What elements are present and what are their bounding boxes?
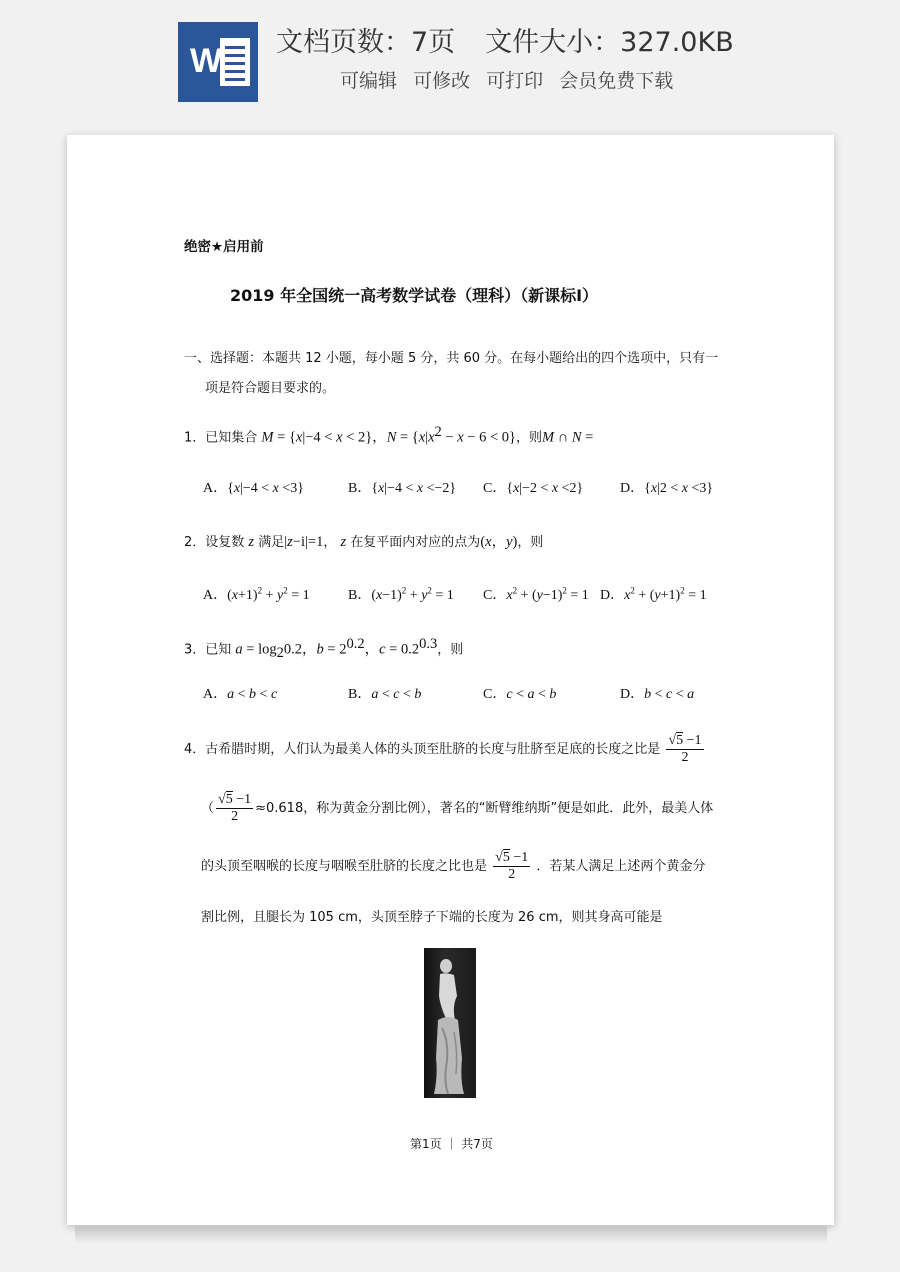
- question-4: 4．古希腊时期，人们认为最美人体的头顶至肚脐的长度与肚脐至足底的长度之比是 $\frac{√5 -1}{2}$: [184, 733, 702, 765]
- venus-statue-image: [424, 948, 476, 1098]
- page-title: 2019 年全国统一高考数学试卷（理科）（新课标Ⅰ）: [230, 286, 599, 305]
- q3-option-c: C．c < a < b: [483, 687, 557, 702]
- document-page: [67, 135, 834, 1225]
- q2-option-d: D．$x^2 + (y+1)^2 = 1$: [600, 585, 707, 603]
- word-icon: W: [178, 22, 258, 102]
- feature-modifiable: 可修改: [413, 70, 471, 92]
- page-footer: 第1页 ｜ 共7页: [410, 1137, 493, 1151]
- feature-list: [340, 66, 683, 93]
- feature-printable: 可打印: [486, 70, 544, 92]
- page-shadow: [75, 1226, 827, 1244]
- golden-ratio-fraction: $\frac{√5 -1}{2}$: [668, 733, 702, 765]
- q3-option-d: D．b < c < a: [620, 687, 695, 702]
- secret-label: 绝密★启用前: [184, 239, 264, 255]
- document-banner: [0, 0, 900, 120]
- q2-option-c: C．$x^2 + (y-1)^2 = 1$: [483, 585, 589, 603]
- feature-free-download: 会员免费下载: [559, 70, 674, 92]
- file-info: [276, 20, 734, 59]
- q1-option-b: B．{x|−4 < x <−2}: [348, 481, 457, 496]
- question-3: 3．已知 $a = \log_20.2$，$b = 2^{0.2}$，$c = 0.2^{0.3}$，则: [184, 636, 464, 661]
- q2-option-b: B．$(x-1)^2 + y^2 = 1$: [348, 585, 454, 603]
- page-count: 文档页数：7页: [276, 27, 456, 58]
- golden-ratio-fraction: $\frac{√5 -1}{2}$: [218, 792, 252, 824]
- question-4-line3: 的头顶至咽喉的长度与咽喉至肚脐的长度之比也是 $\frac{√5 -1}{2}$ ．若某人满足上述两个黄金分: [201, 850, 706, 882]
- section-heading: 一、选择题：本题共 12 小题，每小题 5 分，共 60 分。在每小题给出的四个选项中，只有一: [184, 351, 719, 366]
- question-4-line2: （ $\frac{√5 -1}{2}$ ≈0.618，称为黄金分割比例），著名的“断臂维纳斯”便是如此．此外，最美人体: [201, 792, 714, 824]
- question-2: 2．设复数 z 满足|z−i|=1， z 在复平面内对应的点为(x，y)，则: [184, 534, 544, 550]
- q3-option-b: B．a < c < b: [348, 687, 422, 702]
- q2-option-a: A．$(x+1)^2 + y^2 = 1$: [203, 585, 310, 603]
- q3-option-a: A．a < b < c: [203, 687, 278, 702]
- question-4-line4: 割比例，且腿长为 105 cm，头顶至脖子下端的长度为 26 cm，则其身高可能是: [201, 910, 663, 925]
- file-size: 文件大小：327.0KB: [485, 27, 734, 58]
- feature-editable: 可编辑: [340, 70, 398, 92]
- q1-option-d: D．{x|2 < x <3}: [620, 481, 714, 496]
- question-1: 1．已知集合 M = {x|−4 < x < 2}，$N = \{x|x^2 - x - 6 < 0\}$，则M ∩ N =: [184, 424, 594, 446]
- golden-ratio-fraction: $\frac{√5 -1}{2}$: [495, 850, 529, 882]
- q1-option-c: C．{x|−2 < x <2}: [483, 481, 584, 496]
- q1-option-a: A．{x|−4 < x <3}: [203, 481, 304, 496]
- section-heading-cont: 项是符合题目要求的。: [205, 381, 336, 396]
